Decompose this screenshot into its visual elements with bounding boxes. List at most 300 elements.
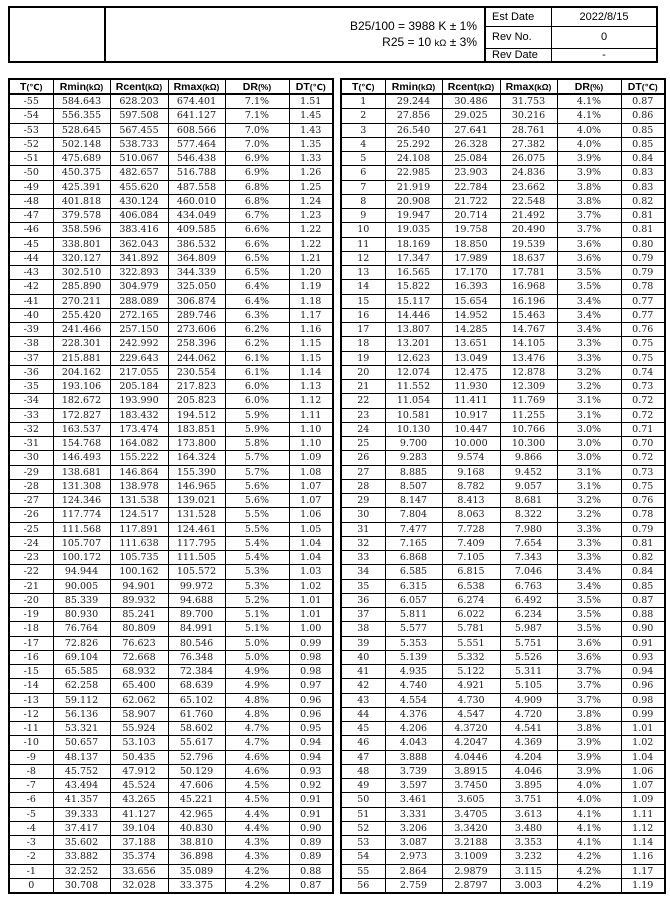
table-cell: 4.9% (225, 665, 289, 679)
table-row (9, 266, 333, 280)
table-cell: 3.087 (385, 836, 442, 850)
table-cell: 0.90 (621, 622, 665, 636)
table-cell: -37 (9, 351, 53, 365)
table-cell: 0.75 (621, 479, 665, 493)
table-cell: 3.206 (385, 821, 442, 835)
table-cell: 4.7% (225, 736, 289, 750)
table-cell: 14 (341, 280, 385, 294)
table-cell: 3.3% (557, 551, 621, 565)
table-cell: 4.921 (442, 679, 500, 693)
table-cell: 4.541 (500, 722, 557, 736)
table-cell: 325.050 (168, 280, 225, 294)
table-row (9, 608, 333, 622)
table-cell: 193.106 (53, 380, 110, 394)
table-cell: 46 (341, 736, 385, 750)
table-cell: 4.1% (557, 94, 621, 109)
table-cell: -18 (9, 622, 53, 636)
table-cell: -25 (9, 522, 53, 536)
table-cell: 7.1% (225, 94, 289, 109)
table-cell: 14.446 (385, 308, 442, 322)
table-cell: 3.4% (557, 565, 621, 579)
table-row (341, 750, 665, 764)
table-cell: 28.761 (500, 123, 557, 137)
table-cell: 1.21 (289, 251, 333, 265)
table-cell: 5.139 (385, 650, 442, 664)
table-cell: 80.546 (168, 636, 225, 650)
table-cell: 0.81 (621, 223, 665, 237)
table-cell: 1.06 (621, 764, 665, 778)
est-date-label: Est Date (486, 8, 552, 26)
table-row (9, 323, 333, 337)
table-cell: 14.105 (500, 337, 557, 351)
table-row (341, 636, 665, 650)
table-cell: 0.98 (289, 665, 333, 679)
table-cell: 6.315 (385, 579, 442, 593)
table-cell: 6 (341, 166, 385, 180)
table-cell: 41.357 (53, 793, 110, 807)
table-cell: 65.102 (168, 693, 225, 707)
table-cell: 5 (341, 152, 385, 166)
table-cell: 3.3% (557, 337, 621, 351)
table-cell: 608.566 (168, 123, 225, 137)
table-cell: 3.8% (557, 707, 621, 721)
table-cell: 30 (341, 508, 385, 522)
table-cell: 25.084 (442, 152, 500, 166)
table-cell: 56.136 (53, 707, 110, 721)
table-cell: 138.978 (110, 479, 168, 493)
table-cell: 8.507 (385, 479, 442, 493)
table-cell: 3.4% (557, 579, 621, 593)
table-cell: 5.6% (225, 494, 289, 508)
table-cell: 14.952 (442, 308, 500, 322)
table-cell: 40 (341, 650, 385, 664)
table-row (341, 722, 665, 736)
table-cell: -46 (9, 223, 53, 237)
table-cell: 7.409 (442, 536, 500, 550)
table-cell: 0.94 (289, 750, 333, 764)
table-cell: 6.9% (225, 166, 289, 180)
table-cell: 358.596 (53, 223, 110, 237)
table-cell: 18 (341, 337, 385, 351)
table-cell: -50 (9, 166, 53, 180)
table-cell: 1.51 (289, 94, 333, 109)
table-cell: 0.83 (621, 180, 665, 194)
table-row (341, 308, 665, 322)
table-cell: 0.94 (289, 736, 333, 750)
table-cell: 4.1% (557, 807, 621, 821)
table-cell: 25 (341, 437, 385, 451)
table-cell: 0.90 (289, 821, 333, 835)
table-cell: 7.980 (500, 522, 557, 536)
table-cell: 4.046 (500, 764, 557, 778)
table-cell: -4 (9, 821, 53, 835)
table-row (341, 166, 665, 180)
table-row (341, 137, 665, 151)
table-cell: 155.390 (168, 465, 225, 479)
table-cell: -44 (9, 251, 53, 265)
table-cell: 16.393 (442, 280, 500, 294)
table-cell: 1.17 (621, 864, 665, 878)
table-cell: 5.5% (225, 508, 289, 522)
table-cell: 5.7% (225, 451, 289, 465)
table-row (341, 779, 665, 793)
table-cell: 11.769 (500, 394, 557, 408)
table-cell: 89.700 (168, 608, 225, 622)
table-cell: 1.45 (289, 109, 333, 123)
table-cell: 14.285 (442, 323, 500, 337)
est-date-value: 2022/8/15 (579, 10, 629, 23)
table-cell: 6.9% (225, 152, 289, 166)
table-cell: 9.452 (500, 465, 557, 479)
table-row (341, 123, 665, 137)
table-cell: 270.211 (53, 294, 110, 308)
table-cell: 20.490 (500, 223, 557, 237)
table-cell: 20 (341, 365, 385, 379)
table-cell: 4.2% (225, 864, 289, 878)
table-cell: 3.003 (500, 878, 557, 893)
table-cell: 0.78 (621, 508, 665, 522)
table-cell: 3.8% (557, 180, 621, 194)
table-cell: 4.3720 (442, 722, 500, 736)
table-cell: -13 (9, 693, 53, 707)
table-cell: 567.455 (110, 123, 168, 137)
table-cell: 105.572 (168, 565, 225, 579)
table-cell: 1.04 (621, 750, 665, 764)
table-cell: 6.585 (385, 565, 442, 579)
table-cell: 16.196 (500, 294, 557, 308)
table-row (9, 722, 333, 736)
table-row (9, 522, 333, 536)
table-cell: 44 (341, 707, 385, 721)
table-cell: 0.81 (621, 536, 665, 550)
table-row (341, 736, 665, 750)
table-cell: 4.0% (557, 123, 621, 137)
table-cell: 12 (341, 251, 385, 265)
table-row (9, 437, 333, 451)
table-cell: 80.809 (110, 622, 168, 636)
table-cell: 1.14 (289, 365, 333, 379)
table-row (341, 793, 665, 807)
table-cell: 5.0% (225, 636, 289, 650)
table-cell: 49 (341, 779, 385, 793)
table-cell: 37 (341, 608, 385, 622)
table-cell: 0.87 (621, 94, 665, 109)
table-cell: 577.464 (168, 137, 225, 151)
table-cell: 5.0% (225, 650, 289, 664)
table-cell: 39.333 (53, 807, 110, 821)
table-cell: 502.148 (53, 137, 110, 151)
table-cell: 183.851 (168, 422, 225, 436)
table-cell: 2.8797 (442, 878, 500, 893)
table-cell: -14 (9, 679, 53, 693)
table-cell: 6.492 (500, 593, 557, 607)
table-cell: 22 (341, 394, 385, 408)
table-cell: 193.990 (110, 394, 168, 408)
table-cell: 15.117 (385, 294, 442, 308)
table-cell: 4.554 (385, 693, 442, 707)
table-row (341, 593, 665, 607)
table-cell: 3.605 (442, 793, 500, 807)
table-cell: 3.9% (557, 152, 621, 166)
table-cell: 37.188 (110, 836, 168, 850)
table-row (341, 622, 665, 636)
table-cell: 6.8% (225, 180, 289, 194)
table-cell: 58.907 (110, 707, 168, 721)
table-cell: -15 (9, 665, 53, 679)
table-cell: 59.112 (53, 693, 110, 707)
table-cell: 4.2% (557, 850, 621, 864)
table-cell: 3.6% (557, 636, 621, 650)
table-cell: 7.165 (385, 536, 442, 550)
table-cell: 3.597 (385, 779, 442, 793)
table-cell: 131.538 (110, 494, 168, 508)
table-cell: 1.15 (289, 337, 333, 351)
table-cell: 4.4% (225, 821, 289, 835)
table-row (9, 494, 333, 508)
table-cell: 43.494 (53, 779, 110, 793)
table-cell: 4.2% (225, 878, 289, 893)
column-header: Rcent(kΩ) (110, 79, 168, 94)
table-cell: 29.025 (442, 109, 500, 123)
table-cell: 1.16 (621, 850, 665, 864)
table-cell: 241.466 (53, 323, 110, 337)
table-cell: 45.752 (53, 764, 110, 778)
table-row (9, 123, 333, 137)
table-cell: 48 (341, 764, 385, 778)
table-cell: 18.850 (442, 237, 500, 251)
table-row (341, 807, 665, 821)
table-cell: 56 (341, 878, 385, 893)
table-row (9, 821, 333, 835)
table-cell: 482.657 (110, 166, 168, 180)
table-cell: 105.735 (110, 551, 168, 565)
table-cell: 3.1% (557, 408, 621, 422)
table-row (9, 593, 333, 607)
table-cell: 85.339 (53, 593, 110, 607)
table-cell: 3.9% (557, 166, 621, 180)
table-row (9, 665, 333, 679)
table-row (9, 536, 333, 550)
table-cell: 4.1% (557, 836, 621, 850)
table-cell: 72.384 (168, 665, 225, 679)
table-cell: 0.89 (289, 850, 333, 864)
table-row (9, 750, 333, 764)
table-cell: 1.10 (289, 422, 333, 436)
table-cell: 3.1% (557, 394, 621, 408)
table-cell: 47.606 (168, 779, 225, 793)
table-cell: -6 (9, 793, 53, 807)
table-row (341, 251, 665, 265)
table-cell: -38 (9, 337, 53, 351)
table-row (341, 650, 665, 664)
table-cell: 0.72 (621, 451, 665, 465)
table-cell: 5.551 (442, 636, 500, 650)
table-cell: 2.973 (385, 850, 442, 864)
table-cell: 1.12 (289, 394, 333, 408)
table-cell: 0.82 (621, 194, 665, 208)
table-cell: 9.168 (442, 465, 500, 479)
table-cell: 0.72 (621, 408, 665, 422)
table-cell: 8.147 (385, 494, 442, 508)
table-cell: -3 (9, 836, 53, 850)
header-row (9, 79, 333, 94)
table-cell: 4.2047 (442, 736, 500, 750)
table-cell: 3.0% (557, 422, 621, 436)
table-cell: 204.162 (53, 365, 110, 379)
column-header: DR(%) (557, 79, 621, 94)
table-cell: 4.0% (557, 779, 621, 793)
table-cell: -27 (9, 494, 53, 508)
table-cell: 1.18 (289, 294, 333, 308)
table-cell: 3.4% (557, 323, 621, 337)
table-cell: 4.1% (557, 821, 621, 835)
table-cell: 26.540 (385, 123, 442, 137)
table-cell: 5.7% (225, 465, 289, 479)
table-cell: 6.5% (225, 266, 289, 280)
table-cell: 173.800 (168, 437, 225, 451)
table-cell: 26.075 (500, 152, 557, 166)
column-header: DT(℃) (289, 79, 333, 94)
table-row (341, 836, 665, 850)
table-cell: 19 (341, 351, 385, 365)
table-cell: 1.02 (621, 736, 665, 750)
table-cell: 5.4% (225, 536, 289, 550)
table-cell: 322.893 (110, 266, 168, 280)
table-row (341, 821, 665, 835)
table-cell: 3.4% (557, 308, 621, 322)
table-row (9, 408, 333, 422)
table-cell: 3.461 (385, 793, 442, 807)
table-cell: 3.7% (557, 679, 621, 693)
column-header: T(℃) (9, 79, 53, 94)
table-cell: 8.885 (385, 465, 442, 479)
table-cell: 22.985 (385, 166, 442, 180)
table-cell: 5.526 (500, 650, 557, 664)
table-cell: 45 (341, 722, 385, 736)
table-cell: 3.480 (500, 821, 557, 835)
table-cell: -16 (9, 650, 53, 664)
table-cell: 4.935 (385, 665, 442, 679)
table-row (9, 422, 333, 436)
table-cell: 3.2% (557, 380, 621, 394)
revision-block (484, 8, 656, 61)
table-cell: 99.972 (168, 579, 225, 593)
table-row (9, 878, 333, 893)
table-cell: 15.822 (385, 280, 442, 294)
table-cell: 15.654 (442, 294, 500, 308)
table-row (341, 323, 665, 337)
rev-no-label: Rev No. (486, 27, 552, 48)
table-cell: 2.864 (385, 864, 442, 878)
table-cell: 33 (341, 551, 385, 565)
table-cell: 0.87 (289, 878, 333, 893)
table-cell: 430.124 (110, 194, 168, 208)
table-cell: -51 (9, 152, 53, 166)
table-row (341, 565, 665, 579)
table-cell: 4.5% (225, 779, 289, 793)
table-cell: 5.751 (500, 636, 557, 650)
table-cell: 1.16 (289, 323, 333, 337)
table-cell: 8 (341, 194, 385, 208)
table-cell: 31.753 (500, 94, 557, 109)
table-row (341, 408, 665, 422)
spec-r25-unit: kΩ (434, 37, 447, 49)
table-cell: 131.528 (168, 508, 225, 522)
table-row (9, 836, 333, 850)
table-cell: 94.688 (168, 593, 225, 607)
table-cell: 21.722 (442, 194, 500, 208)
table-cell: 9.866 (500, 451, 557, 465)
table-cell: 6.6% (225, 223, 289, 237)
table-cell: -42 (9, 280, 53, 294)
table-row (341, 608, 665, 622)
table-cell: 272.165 (110, 308, 168, 322)
table-cell: 1.03 (289, 565, 333, 579)
table-cell: 17.347 (385, 251, 442, 265)
table-cell: 10.130 (385, 422, 442, 436)
table-cell: -43 (9, 266, 53, 280)
table-cell: 302.510 (53, 266, 110, 280)
table-cell: 11.552 (385, 380, 442, 394)
table-cell: 45.524 (110, 779, 168, 793)
table-cell: 27.382 (500, 137, 557, 151)
table-cell: 55.617 (168, 736, 225, 750)
table-cell: 3.7% (557, 209, 621, 223)
table-cell: 27 (341, 465, 385, 479)
table-cell: 138.681 (53, 465, 110, 479)
table-cell: 230.554 (168, 365, 225, 379)
table-cell: 25.292 (385, 137, 442, 151)
table-cell: 41.127 (110, 807, 168, 821)
table-cell: 24.836 (500, 166, 557, 180)
column-header: Rmax(kΩ) (500, 79, 557, 94)
table-cell: 1.15 (289, 351, 333, 365)
table-cell: 24 (341, 422, 385, 436)
table-cell: 0.84 (621, 152, 665, 166)
table-cell: 0.94 (621, 665, 665, 679)
table-row (9, 650, 333, 664)
table-cell: 0.77 (621, 294, 665, 308)
table-cell: 62.258 (53, 679, 110, 693)
table-cell: -55 (9, 94, 53, 109)
table-cell: 11.054 (385, 394, 442, 408)
logo-cell (10, 8, 106, 61)
data-table-negative-temperatures (8, 78, 334, 894)
table-cell: 9.283 (385, 451, 442, 465)
table-cell: 0.79 (621, 266, 665, 280)
table-cell: 1.22 (289, 223, 333, 237)
table-row (9, 551, 333, 565)
table-cell: 409.585 (168, 223, 225, 237)
table-cell: 21.492 (500, 209, 557, 223)
table-cell: -32 (9, 422, 53, 436)
column-header: Rmin(kΩ) (53, 79, 110, 94)
table-cell: 0.78 (621, 280, 665, 294)
table-cell: 0.76 (621, 494, 665, 508)
table-cell: 10.447 (442, 422, 500, 436)
table-cell: 6.4% (225, 294, 289, 308)
table-cell: 406.084 (110, 209, 168, 223)
table-cell: 20.714 (442, 209, 500, 223)
table-row (9, 223, 333, 237)
table-cell: 7.477 (385, 522, 442, 536)
table-cell: 16.968 (500, 280, 557, 294)
table-cell: 5.577 (385, 622, 442, 636)
table-cell: 37.417 (53, 821, 110, 835)
table-cell: 10.300 (500, 437, 557, 451)
table-cell: 24.108 (385, 152, 442, 166)
table-row (9, 479, 333, 493)
